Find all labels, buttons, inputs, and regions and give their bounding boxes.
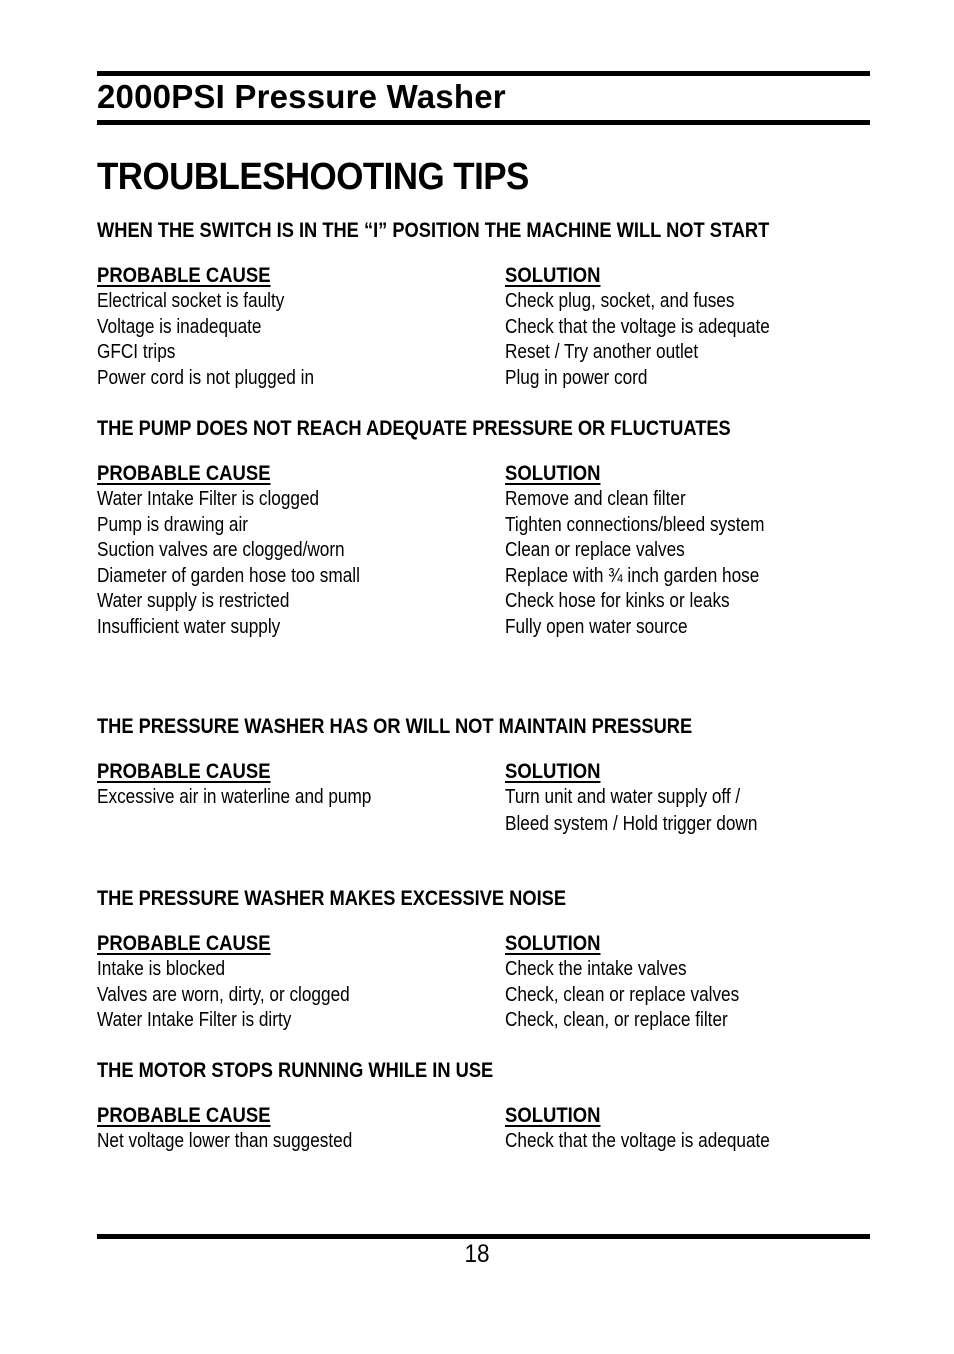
solution-cell: Check hose for kinks or leaks (505, 590, 730, 612)
cause-cell: Power cord is not plugged in (97, 366, 315, 389)
solution-cell: Check, clean or replace valves (505, 983, 740, 1006)
solution-cell: Check the intake valves (505, 958, 687, 980)
table-row (97, 315, 877, 341)
footer-rule (97, 1234, 870, 1239)
table-row (97, 615, 877, 641)
probable-cause-header: PROBABLE CAUSE (97, 1104, 271, 1127)
table-row (97, 366, 877, 392)
table-row (97, 983, 877, 1009)
solution-cell: Remove and clean filter (505, 488, 686, 510)
troubleshooting-section (97, 714, 877, 835)
cause-cell: Net voltage lower than suggested (97, 1130, 353, 1152)
troubleshooting-section (97, 886, 877, 1031)
problem-heading: THE MOTOR STOPS RUNNING WHILE IN USE (97, 1059, 494, 1082)
solution-cell: Check, clean, or replace filter (505, 1009, 728, 1031)
solution-header: SOLUTION (505, 932, 601, 955)
table-row (97, 487, 877, 513)
table-row (97, 289, 877, 315)
header-bottom-rule (97, 120, 870, 125)
problem-heading: THE PRESSURE WASHER MAKES EXCESSIVE NOISE (97, 887, 567, 910)
solution-cell: Check that the voltage is adequate (505, 1130, 770, 1152)
solution-cell: Reset / Try another outlet (505, 341, 699, 363)
solution-cell: Fully open water source (505, 615, 688, 638)
header-top-rule (97, 71, 870, 76)
solution-header: SOLUTION (505, 760, 601, 783)
cause-cell: GFCI trips (97, 341, 176, 363)
page-title: TROUBLESHOOTING TIPS (97, 156, 529, 198)
cause-cell: Voltage is inadequate (97, 315, 262, 338)
probable-cause-header: PROBABLE CAUSE (97, 462, 271, 485)
probable-cause-header: PROBABLE CAUSE (97, 264, 271, 287)
table-row (97, 957, 877, 983)
manual-header-title: 2000PSI Pressure Washer (97, 78, 506, 115)
table-row (97, 589, 877, 615)
problem-heading: WHEN THE SWITCH IS IN THE “I” POSITION THE MACHINE WILL NOT START (97, 219, 770, 242)
troubleshooting-section (97, 1058, 877, 1152)
cause-cell: Excessive air in waterline and pump (97, 786, 372, 808)
table-row (97, 564, 877, 590)
cause-cell: Suction valves are clogged/worn (97, 539, 345, 561)
solution-cell: Plug in power cord (505, 366, 648, 389)
problem-heading: THE PRESSURE WASHER HAS OR WILL NOT MAINTAIN PRESSURE (97, 715, 693, 738)
solution-header: SOLUTION (505, 1104, 601, 1127)
solution-cell: Clean or replace valves (505, 539, 685, 561)
cause-cell: Pump is drawing air (97, 513, 249, 536)
problem-heading: THE PUMP DOES NOT REACH ADEQUATE PRESSURE OR FLUCTUATES (97, 417, 731, 440)
solution-header: SOLUTION (505, 462, 601, 485)
troubleshooting-section (97, 218, 877, 389)
cause-cell: Valves are worn, dirty, or clogged (97, 983, 350, 1006)
probable-cause-header: PROBABLE CAUSE (97, 760, 271, 783)
table-row (97, 1008, 877, 1034)
solution-cell: Check that the voltage is adequate (505, 315, 770, 338)
solution-cell: Tighten connections/bleed system (505, 513, 765, 536)
cause-cell: Water Intake Filter is dirty (97, 1009, 292, 1031)
cause-cell: Water supply is restricted (97, 590, 290, 612)
table-row (97, 340, 877, 366)
cause-cell: Diameter of garden hose too small (97, 564, 360, 587)
cause-cell: Insufficient water supply (97, 615, 281, 638)
page-number: 18 (464, 1240, 490, 1268)
troubleshooting-section (97, 416, 877, 638)
solution-cell: Check plug, socket, and fuses (505, 290, 735, 312)
table-row (97, 1129, 877, 1155)
table-row (97, 812, 877, 838)
solution-cell: Replace with ¾ inch garden hose (505, 564, 760, 587)
solution-cell: Turn unit and water supply off / (505, 786, 741, 808)
cause-cell: Intake is blocked (97, 958, 226, 980)
table-row (97, 538, 877, 564)
cause-cell: Water Intake Filter is clogged (97, 488, 320, 510)
table-row (97, 513, 877, 539)
probable-cause-header: PROBABLE CAUSE (97, 932, 271, 955)
table-row (97, 785, 877, 812)
solution-cell: Bleed system / Hold trigger down (505, 813, 758, 835)
cause-cell: Electrical socket is faulty (97, 290, 285, 312)
solution-header: SOLUTION (505, 264, 601, 287)
